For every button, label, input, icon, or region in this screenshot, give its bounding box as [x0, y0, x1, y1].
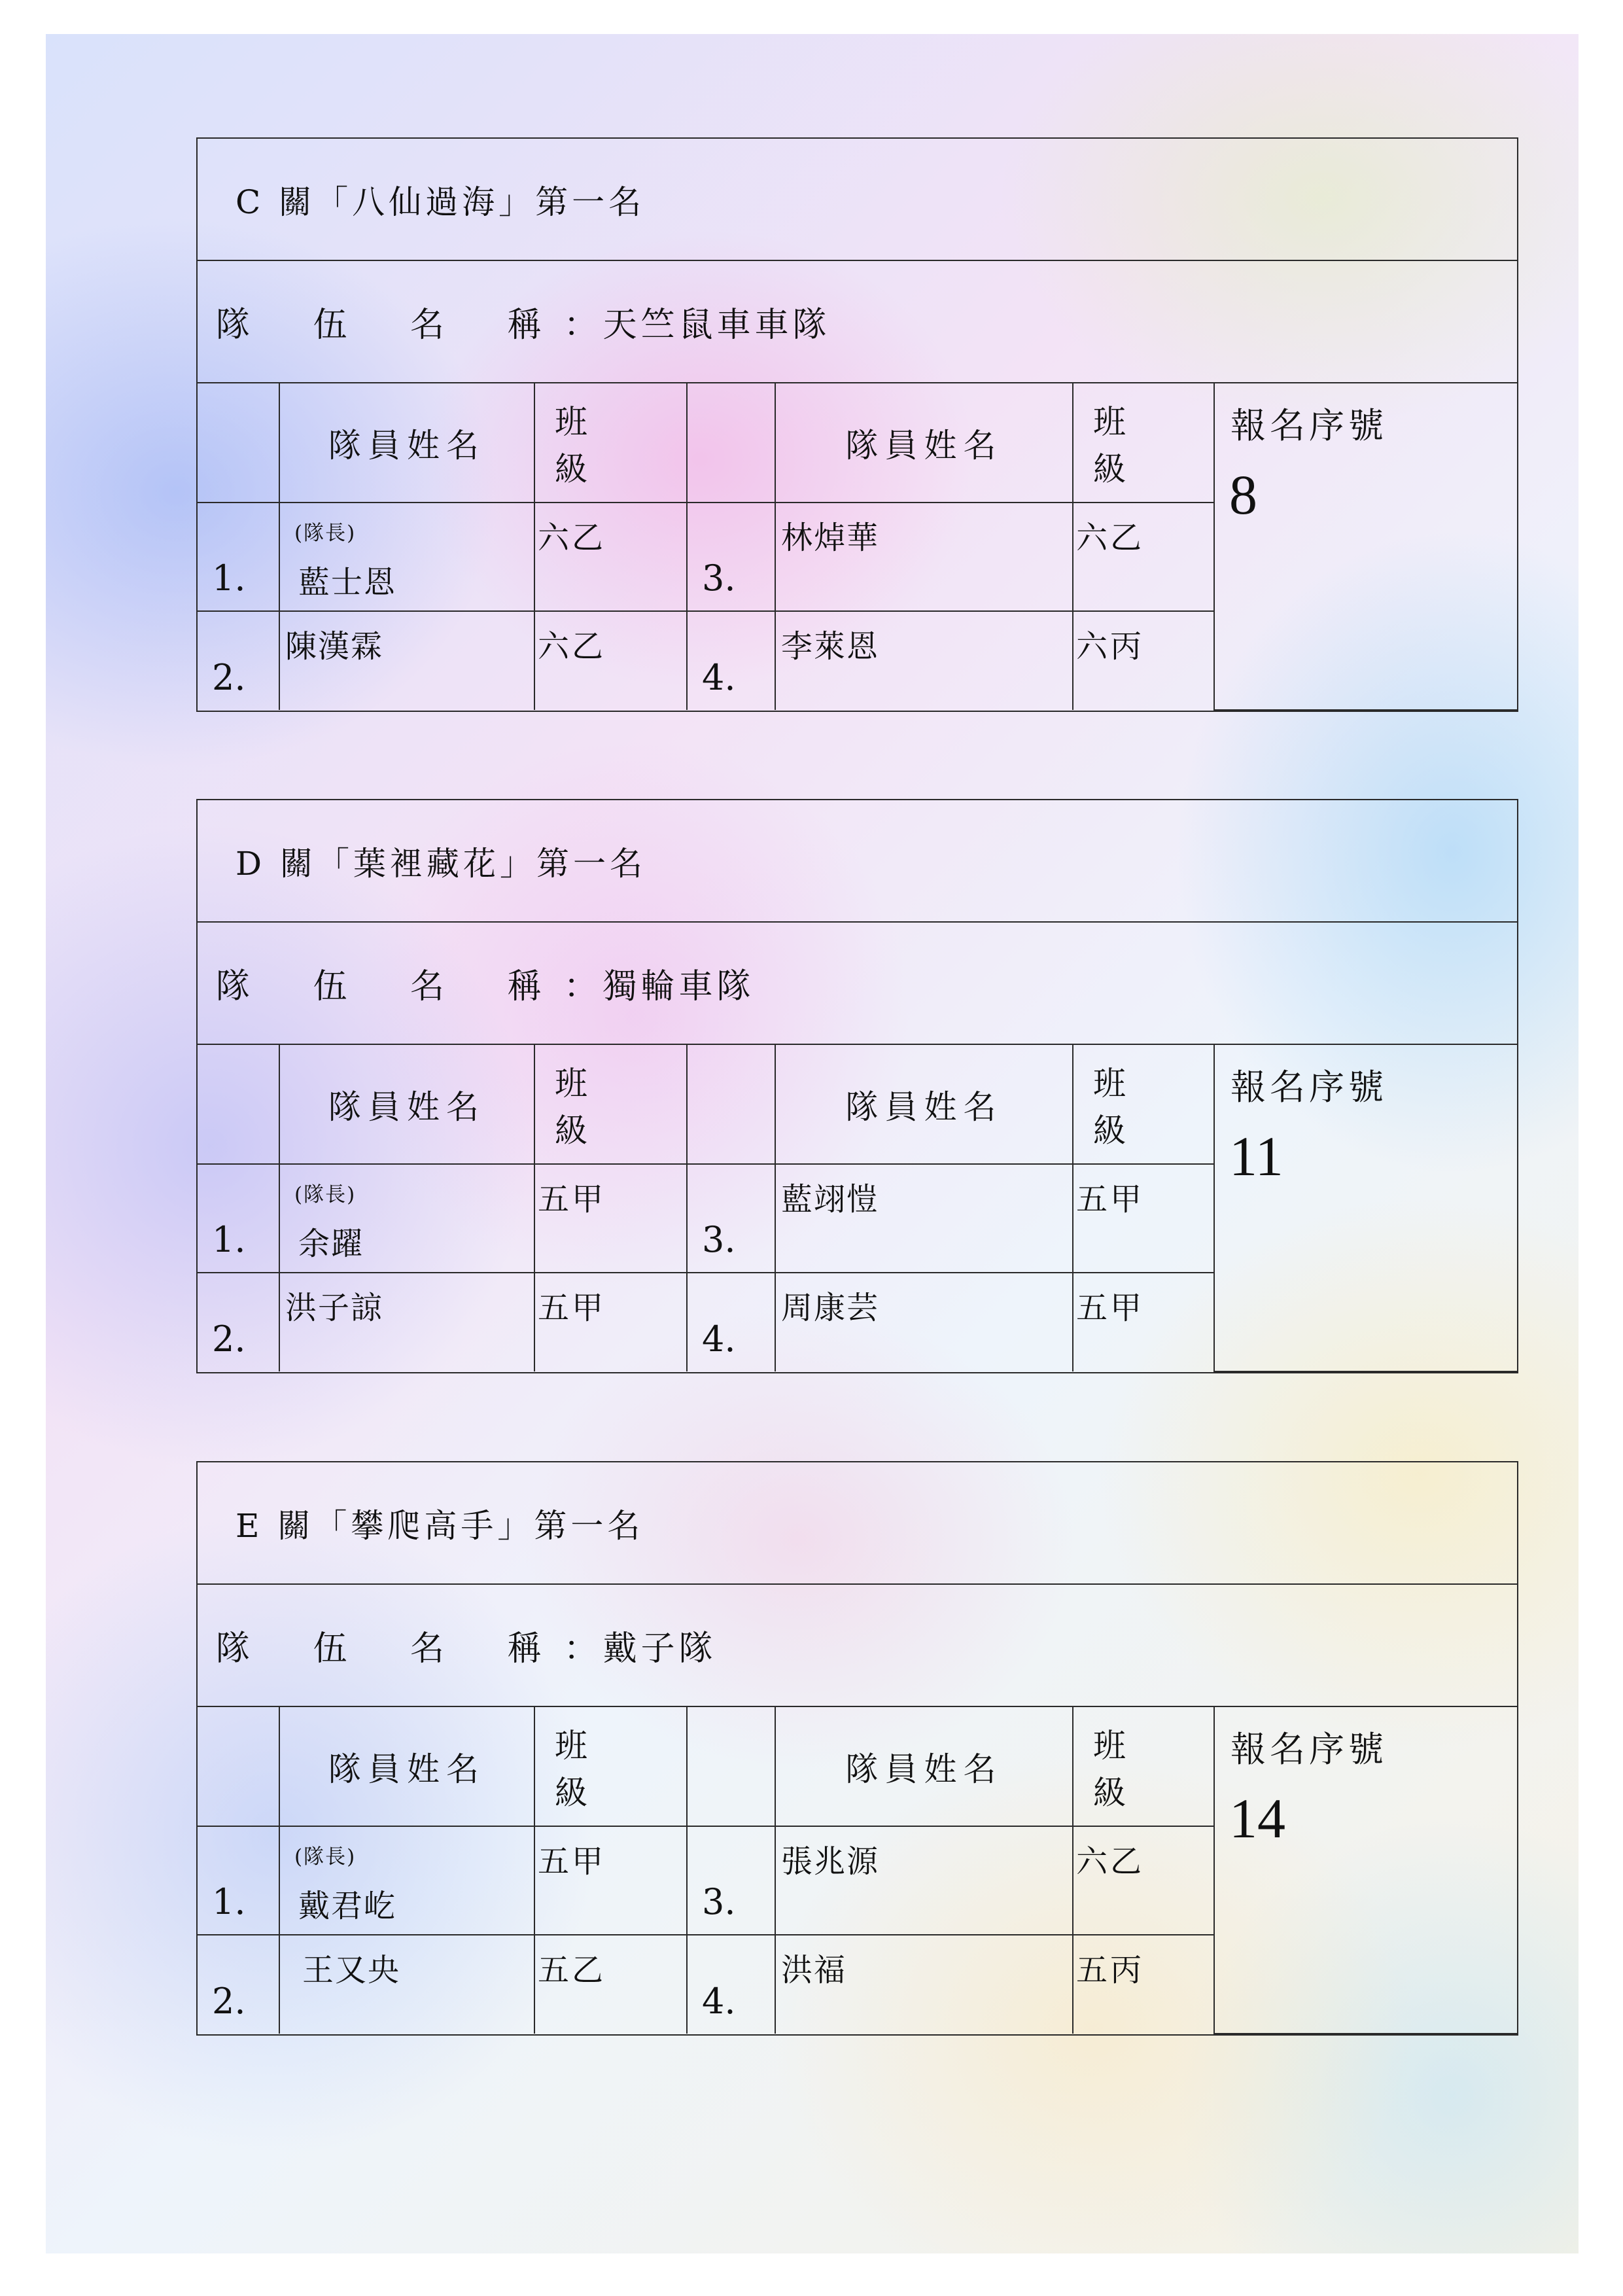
header-name: 隊員姓名: [328, 426, 485, 465]
header-class: 班 級: [555, 1726, 611, 1812]
member-name-cell: [279, 1826, 534, 1935]
member-class-cell: [1073, 1164, 1214, 1273]
header-blank-cell: [198, 1707, 279, 1826]
member-class-cell: [534, 1164, 687, 1273]
member-name-cell: [775, 1826, 1073, 1935]
member-name-cell: [775, 503, 1073, 611]
header-name-cell: [279, 1045, 534, 1164]
member-name-cell: [279, 1935, 534, 2034]
member-class: 六乙: [538, 520, 606, 556]
award-card-c: [196, 137, 1518, 712]
member-name: 戴君屹: [298, 1888, 397, 1924]
serial-cell: [1214, 1045, 1517, 1371]
member-number-cell: [687, 1935, 775, 2034]
member-number: 3.: [702, 557, 736, 599]
member-number-cell: [687, 503, 775, 611]
serial-cell: [1214, 383, 1517, 710]
member-name-cell: [775, 1935, 1073, 2034]
award-card-d: [196, 799, 1518, 1373]
member-class: 五甲: [538, 1290, 606, 1326]
member-number: 2.: [212, 1318, 246, 1360]
member-class: 五甲: [1076, 1290, 1145, 1326]
member-class-cell: [1073, 503, 1214, 611]
award-title-text: E 關「攀爬高手」第一名: [236, 1506, 644, 1545]
member-number: 4.: [702, 1318, 736, 1360]
member-number: 3.: [702, 1219, 736, 1260]
award-card-e: [196, 1461, 1518, 2036]
header-name-cell: [775, 1045, 1073, 1164]
header-blank-cell: [687, 1045, 775, 1164]
header-class: 班 級: [1093, 1064, 1149, 1150]
member-name-cell: [279, 503, 534, 611]
member-number-cell: [198, 1164, 279, 1273]
member-name: 藍士恩: [298, 564, 397, 601]
team-label: 隊 伍 名 稱: [216, 306, 568, 345]
member-number: 4.: [702, 657, 736, 698]
header-class: 班 級: [1093, 1726, 1149, 1812]
team-name-row: [198, 261, 1517, 383]
member-number: 1.: [212, 1881, 246, 1922]
serial-number: 14: [1229, 1787, 1285, 1850]
team-name-row: [198, 1585, 1517, 1707]
member-class: 六乙: [1076, 520, 1145, 556]
table-header-row: [198, 383, 1517, 503]
member-class-cell: [1073, 1935, 1214, 2034]
member-number-cell: [687, 1164, 775, 1273]
member-name: 藍翊愷: [781, 1181, 880, 1218]
header-class-cell: [534, 383, 687, 503]
serial-number: 11: [1229, 1125, 1283, 1188]
member-name-cell: [775, 611, 1073, 710]
member-number-cell: [198, 1935, 279, 2034]
member-name-cell: [279, 1273, 534, 1371]
member-class: 五甲: [538, 1843, 606, 1880]
member-number: 3.: [702, 1881, 736, 1922]
header-class: 班 級: [1093, 402, 1149, 488]
member-class: 五甲: [538, 1181, 606, 1218]
table-header-row: [198, 1045, 1517, 1164]
header-name: 隊員姓名: [328, 1087, 485, 1126]
member-class: 五丙: [1076, 1952, 1145, 1988]
member-number: 4.: [702, 1981, 736, 2022]
header-name: 隊員姓名: [845, 1087, 1003, 1126]
member-number-cell: [198, 611, 279, 710]
award-title: [198, 1462, 1517, 1585]
member-class: 六乙: [1076, 1843, 1145, 1880]
member-name: 林焯華: [781, 520, 880, 556]
member-number: 2.: [212, 1981, 246, 2022]
member-name: 王又央: [302, 1952, 401, 1988]
member-number-cell: [687, 1826, 775, 1935]
header-class-cell: [1073, 383, 1214, 503]
award-title: [198, 139, 1517, 261]
member-class-cell: [534, 1935, 687, 2034]
member-class: 六乙: [538, 628, 606, 665]
member-name-cell: [279, 611, 534, 710]
header-name-cell: [775, 383, 1073, 503]
member-name: 張兆源: [781, 1843, 880, 1880]
page-background: [46, 34, 1579, 2253]
table-header-row: [198, 1707, 1517, 1826]
award-title-text: C 關「八仙過海」第一名: [236, 183, 646, 221]
member-name-cell: [279, 1164, 534, 1273]
member-name: 洪子諒: [285, 1290, 384, 1326]
serial-label: 報名序號: [1230, 1729, 1387, 1770]
members-table: [198, 1707, 1517, 2034]
member-class-cell: [534, 611, 687, 710]
captain-label: (隊長): [294, 1183, 357, 1207]
team-name: 天竺鼠車車隊: [602, 306, 831, 345]
member-name-cell: [775, 1273, 1073, 1371]
team-colon: ：: [563, 1629, 598, 1669]
award-title: [198, 800, 1517, 923]
header-class-cell: [1073, 1707, 1214, 1826]
member-class-cell: [534, 1826, 687, 1935]
member-class-cell: [1073, 611, 1214, 710]
member-class: 五甲: [1076, 1181, 1145, 1218]
member-class-cell: [534, 1273, 687, 1371]
member-number-cell: [198, 503, 279, 611]
header-class: 班 級: [555, 402, 611, 488]
team-colon: ：: [563, 306, 598, 345]
header-name-cell: [279, 1707, 534, 1826]
team-name: 獨輪車隊: [602, 967, 755, 1006]
header-name: 隊員姓名: [845, 1750, 1003, 1788]
header-blank-cell: [198, 383, 279, 503]
member-name-cell: [775, 1164, 1073, 1273]
member-name: 李萊恩: [781, 628, 880, 665]
members-table: [198, 1045, 1517, 1372]
member-class-cell: [1073, 1826, 1214, 1935]
member-class-cell: [534, 503, 687, 611]
header-blank-cell: [687, 1707, 775, 1826]
member-number-cell: [198, 1273, 279, 1371]
team-name-row: [198, 923, 1517, 1045]
header-class-cell: [534, 1707, 687, 1826]
serial-number: 8: [1229, 463, 1257, 526]
team-name: 戴子隊: [602, 1629, 717, 1669]
team-label: 隊 伍 名 稱: [216, 967, 568, 1006]
captain-label: (隊長): [294, 521, 357, 545]
member-number: 1.: [212, 557, 246, 599]
captain-label: (隊長): [294, 1845, 357, 1869]
team-label: 隊 伍 名 稱: [216, 1629, 568, 1669]
header-name-cell: [279, 383, 534, 503]
member-number-cell: [687, 611, 775, 710]
member-number-cell: [687, 1273, 775, 1371]
header-class: 班 級: [555, 1064, 611, 1150]
member-number: 2.: [212, 657, 246, 698]
member-class-cell: [1073, 1273, 1214, 1371]
member-name: 余躍: [298, 1226, 364, 1262]
serial-label: 報名序號: [1230, 1067, 1387, 1108]
header-name: 隊員姓名: [845, 426, 1003, 465]
serial-label: 報名序號: [1230, 405, 1387, 446]
member-name: 周康芸: [781, 1290, 880, 1326]
header-blank-cell: [687, 383, 775, 503]
member-number: 1.: [212, 1219, 246, 1260]
header-class-cell: [534, 1045, 687, 1164]
member-number-cell: [198, 1826, 279, 1935]
serial-cell: [1214, 1707, 1517, 2034]
header-name: 隊員姓名: [328, 1750, 485, 1788]
header-name-cell: [775, 1707, 1073, 1826]
member-class: 六丙: [1076, 628, 1145, 665]
members-table: [198, 383, 1517, 711]
team-colon: ：: [563, 967, 598, 1006]
header-class-cell: [1073, 1045, 1214, 1164]
award-title-text: D 關「葉裡藏花」第一名: [236, 844, 646, 883]
member-name: 陳漢霖: [285, 628, 384, 665]
member-name: 洪福: [781, 1952, 847, 1988]
header-blank-cell: [198, 1045, 279, 1164]
member-class: 五乙: [538, 1952, 606, 1988]
